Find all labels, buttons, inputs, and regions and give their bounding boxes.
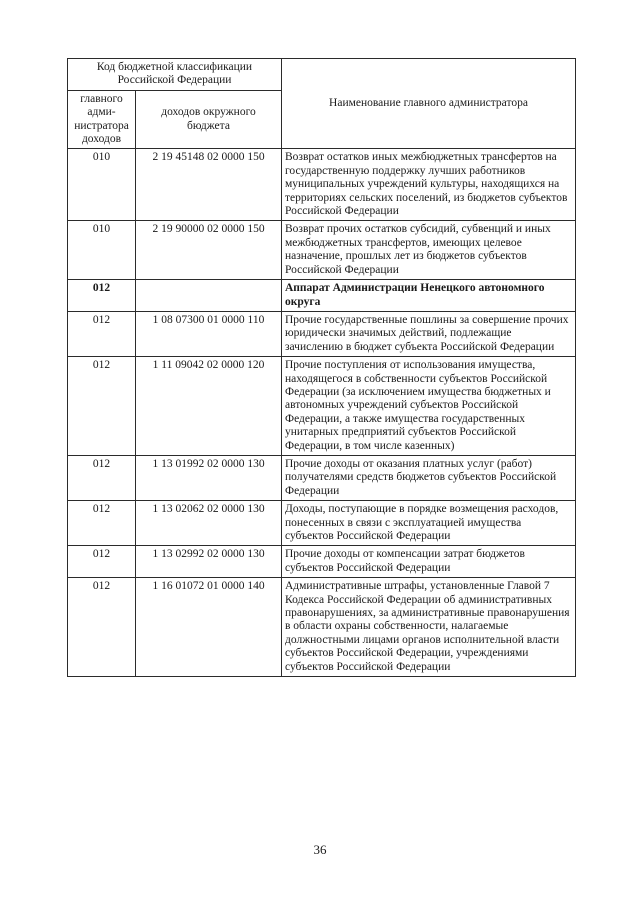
revenue-code-cell: 1 13 01992 02 0000 130 [136,455,282,500]
admin-code-cell: 012 [68,455,136,500]
header-admin-name: Наименование главного администратора [282,59,576,149]
table-row [68,546,576,578]
table-row [68,149,576,221]
revenue-code-cell: 2 19 90000 02 0000 150 [136,221,282,280]
table-header-row [68,59,576,91]
admin-code-cell: 010 [68,149,136,221]
table-row [68,221,576,280]
admin-name-cell: Аппарат Администрации Ненецкого автономного округа [282,280,576,312]
table-row [68,455,576,500]
table-row [68,501,576,546]
admin-name-cell: Возврат остатков иных межбюджетных трансфертов на государственную поддержку лучших работников муниципальных учреждений культуры, находящихся на территориях сельских поселений, из бюджетов субъектов Российской Федерации [282,149,576,221]
page-number: 36 [313,842,327,857]
admin-name-cell: Прочие поступления от использования имущества, находящегося в собственности субъектов Российской Федерации (за исключением имущества бюджетных и автономных учреждений субъектов Российской Федерации, а также имущества государственных унитарных предприятий субъектов Российской Федерации, в том числе казенных) [282,357,576,456]
revenue-code-cell: 1 08 07300 01 0000 110 [136,311,282,356]
admin-name-cell: Прочие доходы от компенсации затрат бюджетов субъектов Российской Федерации [282,546,576,578]
table-row [68,311,576,356]
revenue-code-cell: 1 13 02062 02 0000 130 [136,501,282,546]
budget-classification-table [67,58,576,677]
revenue-code-cell: 1 16 01072 01 0000 140 [136,578,282,677]
revenue-code-cell: 2 19 45148 02 0000 150 [136,149,282,221]
admin-name-cell: Прочие государственные пошлины за совершение прочих юридически значимых действий, подлежащие зачислению в бюджет субъекта Российской Федерации [282,311,576,356]
admin-name-cell: Возврат прочих остатков субсидий, субвенций и иных межбюджетных трансфертов, имеющих целевое назначение, прошлых лет из бюджетов субъектов Российской Федерации [282,221,576,280]
admin-name-cell: Административные штрафы, установленные Главой 7 Кодекса Российской Федерации об административных правонарушениях, за административные правонарушения в области охраны собственности, налагаемые должностными лицами органов исполнительной власти субъектов Российской Федерации, учреждениями субъектов Российской Федерации [282,578,576,677]
admin-name-cell: Доходы, поступающие в порядке возмещения расходов, понесенных в связи с эксплуатацией имущества субъектов Российской Федерации [282,501,576,546]
table-row [68,280,576,312]
revenue-code-cell: 1 13 02992 02 0000 130 [136,546,282,578]
table-row [68,578,576,677]
admin-code-cell: 012 [68,280,136,312]
admin-code-cell: 012 [68,546,136,578]
table-body [68,149,576,677]
revenue-code-cell: 1 11 09042 02 0000 120 [136,357,282,456]
table-row [68,357,576,456]
admin-code-cell: 012 [68,357,136,456]
admin-code-cell: 012 [68,501,136,546]
header-district-revenue: доходов окружного бюджета [136,90,282,149]
admin-code-cell: 012 [68,578,136,677]
admin-name-cell: Прочие доходы от оказания платных услуг (работ) получателями средств бюджетов субъектов Российской Федерации [282,455,576,500]
admin-code-cell: 012 [68,311,136,356]
revenue-code-cell [136,280,282,312]
header-main-admin: главного адми-нистратора доходов [68,90,136,149]
admin-code-cell: 010 [68,221,136,280]
header-classification-code: Код бюджетной классификации Российской Федерации [68,59,282,91]
